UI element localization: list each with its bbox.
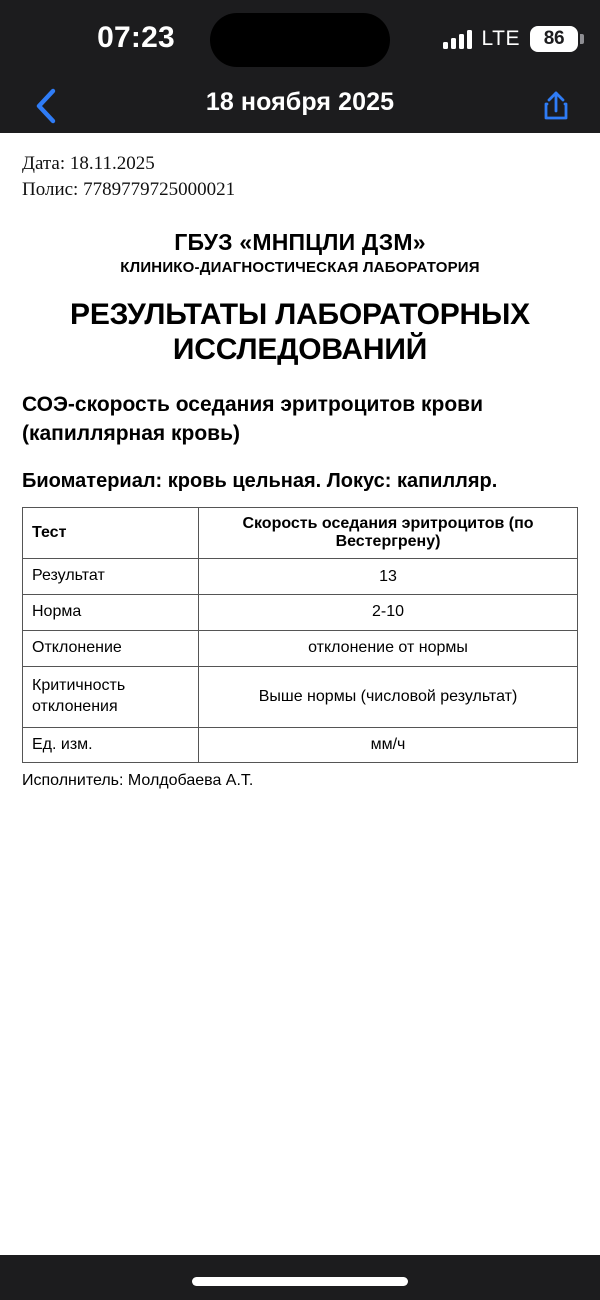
- report-policy-number: Полис: 7789779725000021: [22, 179, 236, 201]
- test-name: СОЭ-скорость оседания эритроцитов крови (капиллярная кровь): [22, 393, 483, 445]
- organization-name: ГБУЗ «МНПЦЛИ ДЗМ»: [174, 229, 426, 256]
- lab-report: [0, 133, 600, 790]
- navigation-bar: [0, 76, 600, 133]
- battery-level-label: 86: [543, 28, 565, 49]
- row-label-deviation: Отклонение: [23, 630, 199, 666]
- dynamic-island: [210, 13, 390, 67]
- cellular-signal-icon: [443, 29, 472, 49]
- row-value-units: мм/ч: [199, 727, 578, 763]
- executor-line: Исполнитель: Молдобаева А.Т.: [22, 772, 254, 790]
- battery-icon: [530, 26, 578, 52]
- row-label-units: Ед. изм.: [23, 727, 199, 763]
- document-sheet[interactable]: [0, 133, 600, 1255]
- status-bar-clock: 07:23: [97, 21, 175, 54]
- share-button[interactable]: [534, 84, 578, 128]
- table-header-value: Скорость оседания эритроцитов (по Вестергрену): [199, 508, 578, 559]
- battery-cap: [580, 34, 584, 44]
- home-indicator[interactable]: [192, 1277, 408, 1286]
- page-title: 18 ноября 2025: [205, 88, 395, 116]
- row-value-deviation: отклонение от нормы: [199, 630, 578, 666]
- organization-subtitle: КЛИНИКО-ДИАГНОСТИЧЕСКАЯ ЛАБОРАТОРИЯ: [120, 259, 480, 277]
- row-label-result: Результат: [23, 559, 199, 595]
- row-label-norm: Норма: [23, 594, 199, 630]
- row-value-result: 13: [199, 559, 578, 595]
- report-date: Дата: 18.11.2025: [22, 153, 155, 174]
- status-bar: [0, 0, 600, 76]
- table-row: [23, 594, 578, 630]
- row-value-criticality: Выше нормы (числовой результат): [199, 666, 578, 727]
- table-header-row: [23, 508, 578, 559]
- results-table: [22, 507, 578, 763]
- row-value-norm: 2-10: [199, 594, 578, 630]
- table-row: [23, 727, 578, 763]
- network-type-label: LTE: [481, 27, 520, 50]
- biomaterial-line: Биоматериал: кровь цельная. Локус: капилляр.: [22, 470, 498, 493]
- table-row: [23, 630, 578, 666]
- table-row: [23, 666, 578, 727]
- report-title: РЕЗУЛЬТАТЫ ЛАБОРАТОРНЫХ ИССЛЕДОВАНИЙ: [70, 298, 530, 366]
- home-bar-area: [0, 1255, 600, 1300]
- table-header-label: Тест: [23, 508, 199, 559]
- table-row: [23, 559, 578, 595]
- row-label-criticality: Критичность отклонения: [23, 666, 199, 727]
- organization-block: [22, 229, 578, 276]
- share-icon: [541, 89, 571, 123]
- status-bar-indicators: [443, 24, 578, 54]
